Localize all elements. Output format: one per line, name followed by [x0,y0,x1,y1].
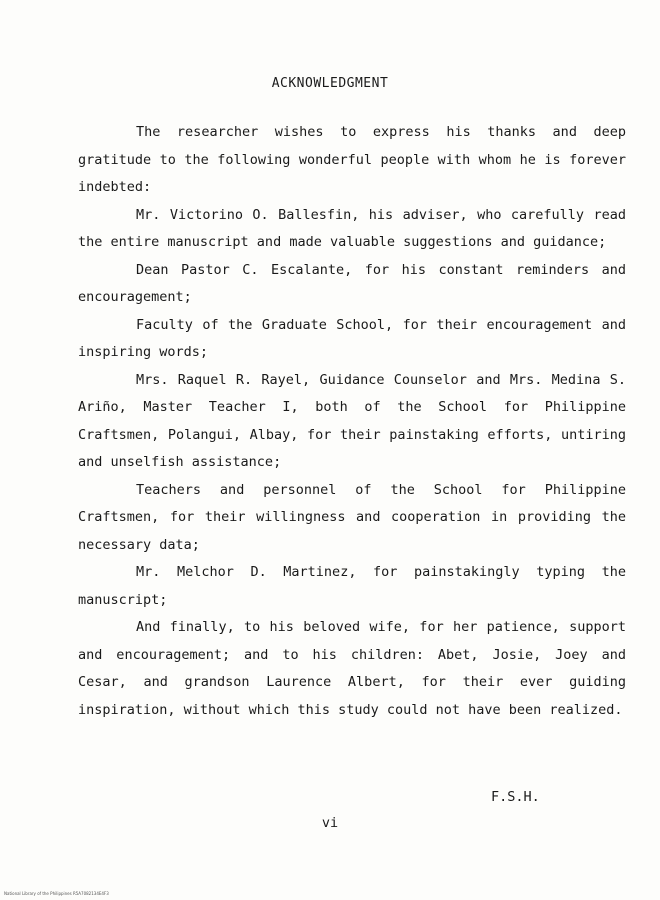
paragraph-intro: The researcher wishes to express his thanks and deep gratitude to the following wonderful people with whom he is forever indebted: [78,124,626,195]
paragraph-family: And finally, to his beloved wife, for her patience, support and encouragement; and to his children: Abet, Josie, Joey and Cesar, and grandson Laurence Albert, for their ever guiding inspiration, without which this study could not have been realized. [78,619,626,718]
paragraph-teachers: Teachers and personnel of the School for Philippine Craftsmen, for their willingness and cooperation in providing the necessary data; [78,481,626,553]
paragraph-adviser: Mr. Victorino O. Ballesfin, his adviser, who carefully read the entire manuscript and made valuable suggestions and guidance; [78,206,626,250]
paragraph-counselor: Mrs. Raquel R. Rayel, Guidance Counselor and Mrs. Medina S. Ariño, Master Teacher I, both of the School for Philippine Craftsmen, Polangui, Albay, for their painstaking efforts, untiring and unselfish assistance; [78,371,626,470]
acknowledgment-body [78,119,626,724]
paragraph-faculty: Faculty of the Graduate School, for their encouragement and inspiring words; [78,316,626,360]
library-footer-stamp: National Library of the Philippines R5A7082134E4F3 [4,891,109,896]
page-title: ACKNOWLEDGMENT [271,76,389,91]
page-number: vi [321,815,339,831]
paragraph-dean: Dean Pastor C. Escalante, for his constant reminders and encouragement; [78,261,626,305]
signature-initials: F.S.H. [491,789,540,805]
paragraph-typist: Mr. Melchor D. Martinez, for painstakingly typing the manuscript; [78,564,626,608]
